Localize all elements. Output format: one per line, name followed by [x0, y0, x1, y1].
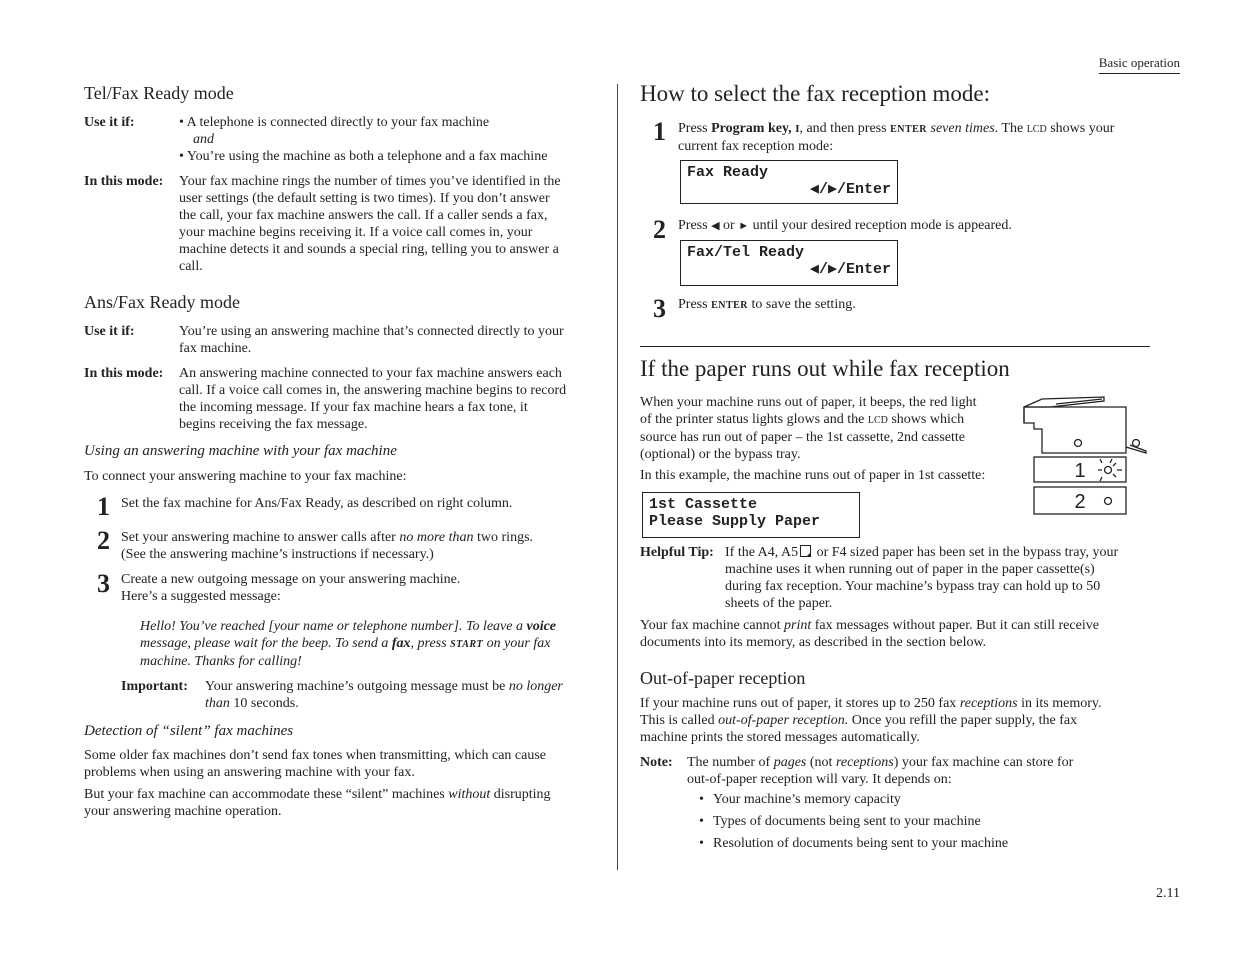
telfax-use-and: and — [193, 132, 214, 147]
paper-heading: If the paper runs out while fax reception — [640, 356, 1010, 381]
step-number-3: 3 — [97, 569, 110, 598]
lcd-display-fax-ready: Fax Ready ◀/▶/Enter — [680, 160, 898, 204]
silent-subheading: Detection of “silent” fax machines — [84, 723, 294, 739]
howto-step-number-3: 3 — [653, 294, 666, 323]
ansfax-use-label: Use it if: — [84, 324, 135, 339]
cassette-1-label: 1 — [1074, 460, 1086, 482]
running-header: Basic operation — [1099, 54, 1180, 74]
paper-orientation-icon — [800, 545, 811, 557]
telfax-mode-text: Your fax machine rings the number of times you’ve identified in the user settings (the default setting is two times). If you don’t answer the call, your fax machine answers the call. If a caller sends a fax, your machine begins receiving it. If a voice call comes in, your machine detects it and sounds a special ring, telling you to answer a call. — [179, 174, 561, 274]
note-text: The number of pages (not receptions) your fax machine can store for out-of-paper reception will vary. It depends on: — [687, 755, 1074, 787]
using-intro: To connect your answering machine to your fax machine: — [84, 469, 407, 484]
suggested-message: Hello! You’ve reached [your name or telephone number]. To leave a voice message, please wait for the beep. To send a fax, press START on your fax machine. Thanks for calling! — [140, 619, 557, 669]
howto-step-2-text: Press ◀ or ► until your desired reception mode is appeared. — [678, 218, 1012, 233]
telfax-use-bullet-1: • A telephone is connected directly to your fax machine — [179, 115, 490, 130]
column-divider — [617, 84, 618, 870]
oop-paragraph: If your machine runs out of paper, it stores up to 250 fax receptions in its memory. This is called out-of-paper reception. Once you refill the paper supply, the fax machine prints the stored messages automatically. — [640, 696, 1102, 745]
lcd-display-faxtel-ready: Fax/Tel Ready ◀/▶/Enter — [680, 240, 898, 286]
telfax-use-bullet-2: • You’re using the machine as both a telephone and a fax machine — [179, 149, 548, 164]
tip-label: Helpful Tip: — [640, 545, 714, 560]
left-arrow-icon: ◀ — [711, 220, 720, 232]
oop-heading: Out-of-paper reception — [640, 668, 806, 688]
note-bullet-list — [697, 791, 1008, 857]
howto-step-3-text: Press ENTER to save the setting. — [678, 297, 856, 312]
tip-text: If the A4, A5 or F4 sized paper has been set in the bypass tray, your machine uses it when running out of paper in the paper cassette(s) during fax reception. Your machine’s bypass tray can hold up to 50 sheets of the paper. — [725, 545, 1119, 611]
list-item: • Resolution of documents being sent to your machine — [697, 835, 1008, 857]
using-step-1-text: Set the fax machine for Ans/Fax Ready, as described on right column. — [121, 496, 513, 511]
right-arrow-icon: ► — [738, 220, 750, 232]
important-text: Your answering machine’s outgoing message must be no longer than 10 seconds. — [205, 679, 563, 711]
paper-paragraph-1: When your machine runs out of paper, it beeps, the red light of the printer status lights glows and the LCD shows which source has run out of paper – the 1st cassette, 2nd cassette (optional) or the bypass tray. — [640, 395, 977, 462]
note-label: Note: — [640, 755, 673, 770]
telfax-heading: Tel/Fax Ready mode — [84, 83, 234, 103]
cassette-2-label: 2 — [1074, 491, 1086, 513]
silent-paragraph-1: Some older fax machines don’t send fax tones when transmitting, which can cause problems when using an answering machine with your fax. — [84, 748, 547, 780]
using-step-3-text: Create a new outgoing message on your answering machine. Here’s a suggested message: — [121, 572, 461, 604]
section-rule — [640, 346, 1150, 347]
important-label: Important: — [121, 679, 188, 694]
fax-machine-illustration — [1022, 393, 1152, 519]
howto-step-number-2: 2 — [653, 215, 666, 244]
telfax-use-label: Use it if: — [84, 115, 135, 130]
howto-step-1-text: Press Program key, I, and then press ENTER seven times. The LCD shows your current fax reception mode: — [678, 121, 1115, 154]
using-step-2-text: Set your answering machine to answer calls after no more than two rings. (See the answering machine’s instructions if necessary.) — [121, 530, 534, 562]
howto-heading: How to select the fax reception mode: — [640, 81, 990, 106]
ansfax-mode-text: An answering machine connected to your fax machine answers each call. If a voice call comes in, the answering machine begins to record the incoming message. If your fax machine hears a fax tone, it begins receiving the fax message. — [179, 366, 567, 432]
page-number: 2.11 — [1156, 886, 1180, 901]
list-item: • Your machine’s memory capacity — [697, 791, 1008, 813]
ansfax-heading: Ans/Fax Ready mode — [84, 292, 240, 312]
silent-paragraph-2: But your fax machine can accommodate these “silent” machines without disrupting your answering machine operation. — [84, 787, 551, 819]
paper-paragraph-3: Your fax machine cannot print fax messages without paper. But it can still receive documents into its memory, as described in the section below. — [640, 618, 1099, 650]
step-number-1: 1 — [97, 492, 110, 521]
howto-step-number-1: 1 — [653, 117, 666, 146]
ansfax-mode-label: In this mode: — [84, 366, 164, 381]
paper-paragraph-2: In this example, the machine runs out of paper in 1st cassette: — [640, 468, 986, 483]
telfax-mode-label: In this mode: — [84, 174, 164, 189]
using-subheading: Using an answering machine with your fax machine — [84, 443, 397, 459]
list-item: • Types of documents being sent to your machine — [697, 813, 1008, 835]
ansfax-use-text: You’re using an answering machine that’s connected directly to your fax machine. — [179, 324, 564, 356]
lcd-display-supply-paper: 1st Cassette Please Supply Paper — [642, 492, 860, 538]
step-number-2: 2 — [97, 526, 110, 555]
fax-machine-icon — [1022, 393, 1152, 519]
